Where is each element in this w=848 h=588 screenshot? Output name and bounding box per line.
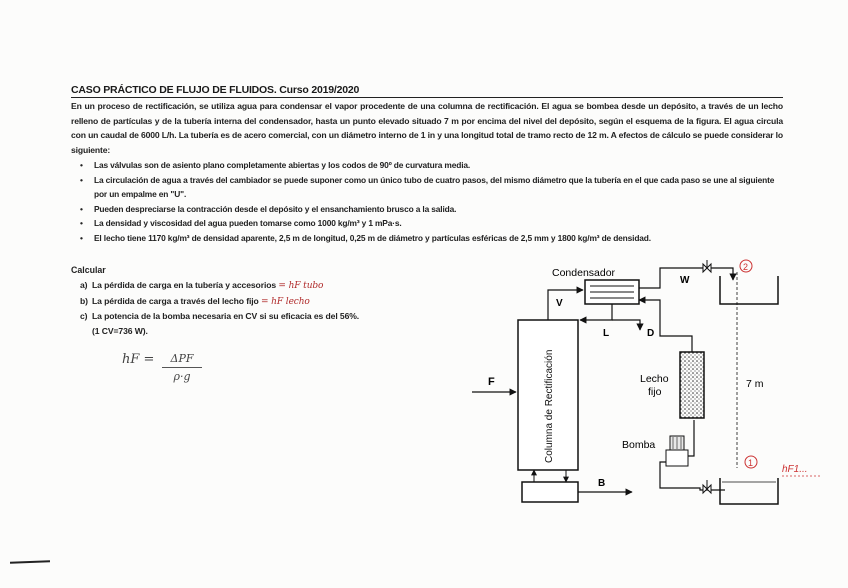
pump-body [666,450,688,466]
vapor-line [548,290,583,320]
point-2-label: 2 [743,262,749,272]
reflux-label: L [603,328,610,339]
bed-to-condenser-pipe [639,300,692,352]
packed-bed-label-2: fijo [648,386,662,398]
question-text: La pérdida de carga a través del lecho fijo [92,295,259,306]
point-1-label: 1 [748,458,754,468]
fraction-numerator: ΔPF [170,352,194,365]
handwritten-note: = hF lecho [260,296,310,307]
question-letter: b) [80,295,88,306]
fraction-denominator: ρ·g [173,370,191,383]
question-text: La potencia de la bomba necesaria en CV si su eficacia es del 56%. [92,311,360,322]
discharge-pipe [688,420,694,456]
vapor-label: V [556,298,563,309]
question-text: La pérdida de carga en la tubería y accesorios [92,280,277,290]
feed-label: F [488,376,495,388]
question-letter: c) [80,311,88,322]
list-item: • La circulación de agua a través del cambiador se puede suponer como un único tubo de cuatro pasos, del mismo diámetro que la tubería en el que cada paso se une al siguiente por un empalme en "U". [80,173,784,202]
condenser-label: Condensador [552,267,616,279]
water-label: W [680,275,690,286]
height-label: 7 m [746,378,764,390]
packed-bed [680,352,704,418]
packed-bed-label-1: Lecho [640,373,669,385]
list-item: • Las válvulas son de asiento plano completamente abiertas y los codos de 90º de curvatura media. [80,158,784,173]
distillate-label: D [647,328,655,339]
handwritten-formula-lhs: hF = [122,352,155,367]
top-tank [720,276,778,304]
distillate-line [612,320,640,330]
list-item: • La densidad y viscosidad del agua pueden tomarse como 1000 kg/m³ y 1 mPa·s. [80,216,784,231]
bottoms-label: B [598,478,606,489]
calcular-heading: Calcular [71,265,106,275]
document-title: CASO PRÁCTICO DE FLUJO DE FLUIDOS. Curso 2019/2020 [71,84,360,96]
pump-label: Bomba [622,439,656,451]
reflux-line [580,316,612,320]
reboiler [522,482,578,502]
list-item: • Pueden despreciarse la contracción desde el depósito y el ensanchamiento brusco a la salida. [80,202,784,217]
question-note: (1 CV=736 W). [92,325,148,336]
handwritten-note: = hF tubo [278,281,324,291]
column-label: Columna de Rectificación [544,349,555,463]
intro-paragraph: En un proceso de rectificación, se utiliza agua para condensar el vapor procedente de una columna de rectificación. El agua se bombea desde un depósito, a través de un lecho relleno de partículas y de la tubería interna del condensador, hasta un punto elevado situado 7 m por encima del nivel del depósito, según el esquema de la figura. El agua circula con un caudal de 6000 L/h. La tubería es de acero comercial, con un diámetro interno de 1 in y una longitud total de tramo recto de 12 m. A efectos de cálculo se puede considerar lo siguiente: [71,101,783,156]
handwritten-point1-note: hF1... [782,464,808,475]
list-item: • El lecho tiene 1170 kg/m³ de densidad aparente, 2,5 m de longitud, 0,25 m de diámetro y partículas esféricas de 2,5 mm y 1800 kg/m³ de densidad. [80,231,784,246]
question-letter: a) [80,280,88,290]
